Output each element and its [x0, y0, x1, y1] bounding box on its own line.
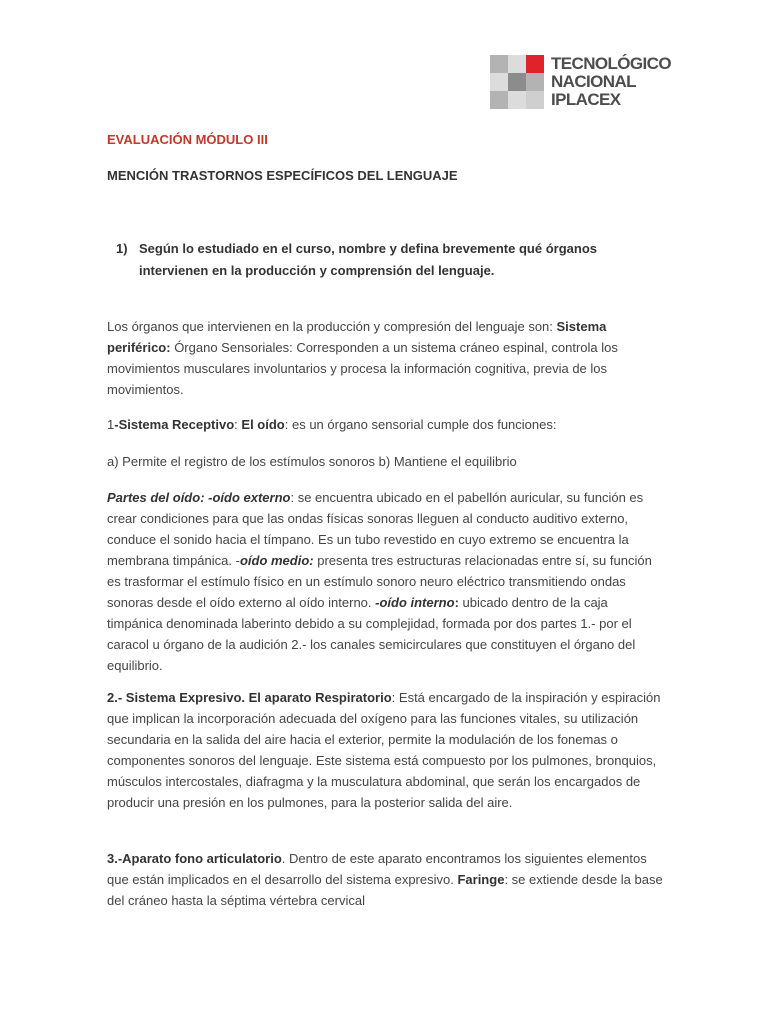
p5-bold-1: 2.- Sistema Expresivo. El aparato Respiratorio: [107, 690, 392, 705]
p4-bold-italic-1: Partes del oído: -oído externo: [107, 490, 291, 505]
logo-wordmark: [551, 55, 691, 109]
p6-bold-2: Faringe: [457, 872, 505, 887]
p4-text-3: ubicado dentro de la caja timpánica denominada laberinto debido a su complejidad, formada por dos partes 1.- por el caracol u órgano de la audición 2.- los canales semicirculares que constituyen el órgano del equilibrio.: [107, 595, 636, 673]
p2-text-1: 1: [107, 417, 115, 432]
p4-text-1: : se encuentra ubicado en el pabellón auricular, su función es crear condiciones para que las ondas físicas sonoras lleguen al conducto auditivo externo, conduce el sonido hacia el tímpano. Es un tubo revestido en cuyo extremo se encuentra la membrana timpánica. -: [107, 490, 644, 568]
paragraph-ear-functions: [107, 451, 665, 472]
paragraph-ear-parts: [107, 487, 665, 676]
p1-text-1: Los órganos que intervienen en la producción y compresión del lenguaje son:: [107, 319, 557, 334]
question-number: 1): [116, 241, 128, 256]
p2-bold-1: -Sistema Receptivo: [114, 417, 235, 432]
logo-square: [508, 55, 526, 73]
p6-text-2: : se extiende desde la base del cráneo hasta la séptima vértebra cervical: [107, 872, 663, 908]
p1-bold-1: Sistema periférico:: [107, 319, 607, 355]
logo-square: [526, 73, 544, 91]
logo-square: [508, 91, 526, 109]
p4-bold-italic-2: oído medio:: [239, 553, 314, 568]
document-subtitle: MENCIÓN TRASTORNOS ESPECÍFICOS DEL LENGUAJE: [107, 168, 458, 183]
p1-text-2: Órgano Sensoriales: Corresponden a un sistema cráneo espinal, controla los movimientos musculares involuntarios y procesa la información cognitiva, previa de los movimientos.: [107, 340, 618, 397]
paragraph-intro: [107, 316, 665, 400]
logo-square: [490, 73, 508, 91]
logo-square: [526, 91, 544, 109]
iplacex-logo: [490, 55, 690, 111]
logo-line-3: IPLACEX: [551, 90, 621, 109]
document-title: EVALUACIÓN MÓDULO III: [107, 132, 268, 147]
p4-bold-italic-3: -oído interno: [375, 595, 455, 610]
p2-text-2: :: [234, 417, 242, 432]
logo-mark: [490, 55, 544, 109]
p6-bold-1: 3.-Aparato fono articulatorio: [107, 851, 282, 866]
p2-text-3: : es un órgano sensorial cumple dos funciones:: [284, 417, 557, 432]
p4-text-2: presenta tres estructuras relacionadas entre sí, su función es trasformar el estímulo físico en un estímulo sonoro neuro eléctrico transmitiendo ondas sonoras desde el oído externo al oído interno.: [107, 553, 652, 610]
logo-line-1: TECNOLÓGICO: [551, 54, 671, 73]
p6-text-1: . Dentro de este aparato encontramos los siguientes elementos que están implicados en el desarrollo del sistema expresivo.: [107, 851, 647, 887]
paragraph-phono-articulatory: [107, 848, 665, 911]
p3-text-1: a) Permite el registro de los estímulos sonoros b) Mantiene el equilibrio: [107, 454, 517, 469]
logo-square: [490, 91, 508, 109]
p2-bold-2: El oído: [241, 417, 285, 432]
logo-square: [508, 73, 526, 91]
p5-text-1: : Está encargado de la inspiración y espiración que implican la incorporación adecuada del oxígeno para las funciones vitales, su utilización secundaria en la salida del aire hacia el exterior, permite la modulación de los fonemas o componentes sonoros del lenguaje. Este sistema está compuesto por los pulmones, bronquios, músculos intercostales, diafragma y la musculatura abdominal, que serán los encargados de producir una presión en los pulmones, para la posterior salida del aire.: [107, 690, 661, 810]
logo-line-2: NACIONAL: [551, 72, 636, 91]
logo-square-accent: [526, 55, 544, 73]
question-text: Según lo estudiado en el curso, nombre y defina brevemente qué órganos intervienen en la producción y comprensión del lenguaje.: [139, 241, 597, 278]
p4-bold-1: :: [454, 595, 459, 610]
paragraph-expressive-system: [107, 687, 665, 813]
paragraph-receptive-system: [107, 414, 665, 435]
logo-square: [490, 55, 508, 73]
